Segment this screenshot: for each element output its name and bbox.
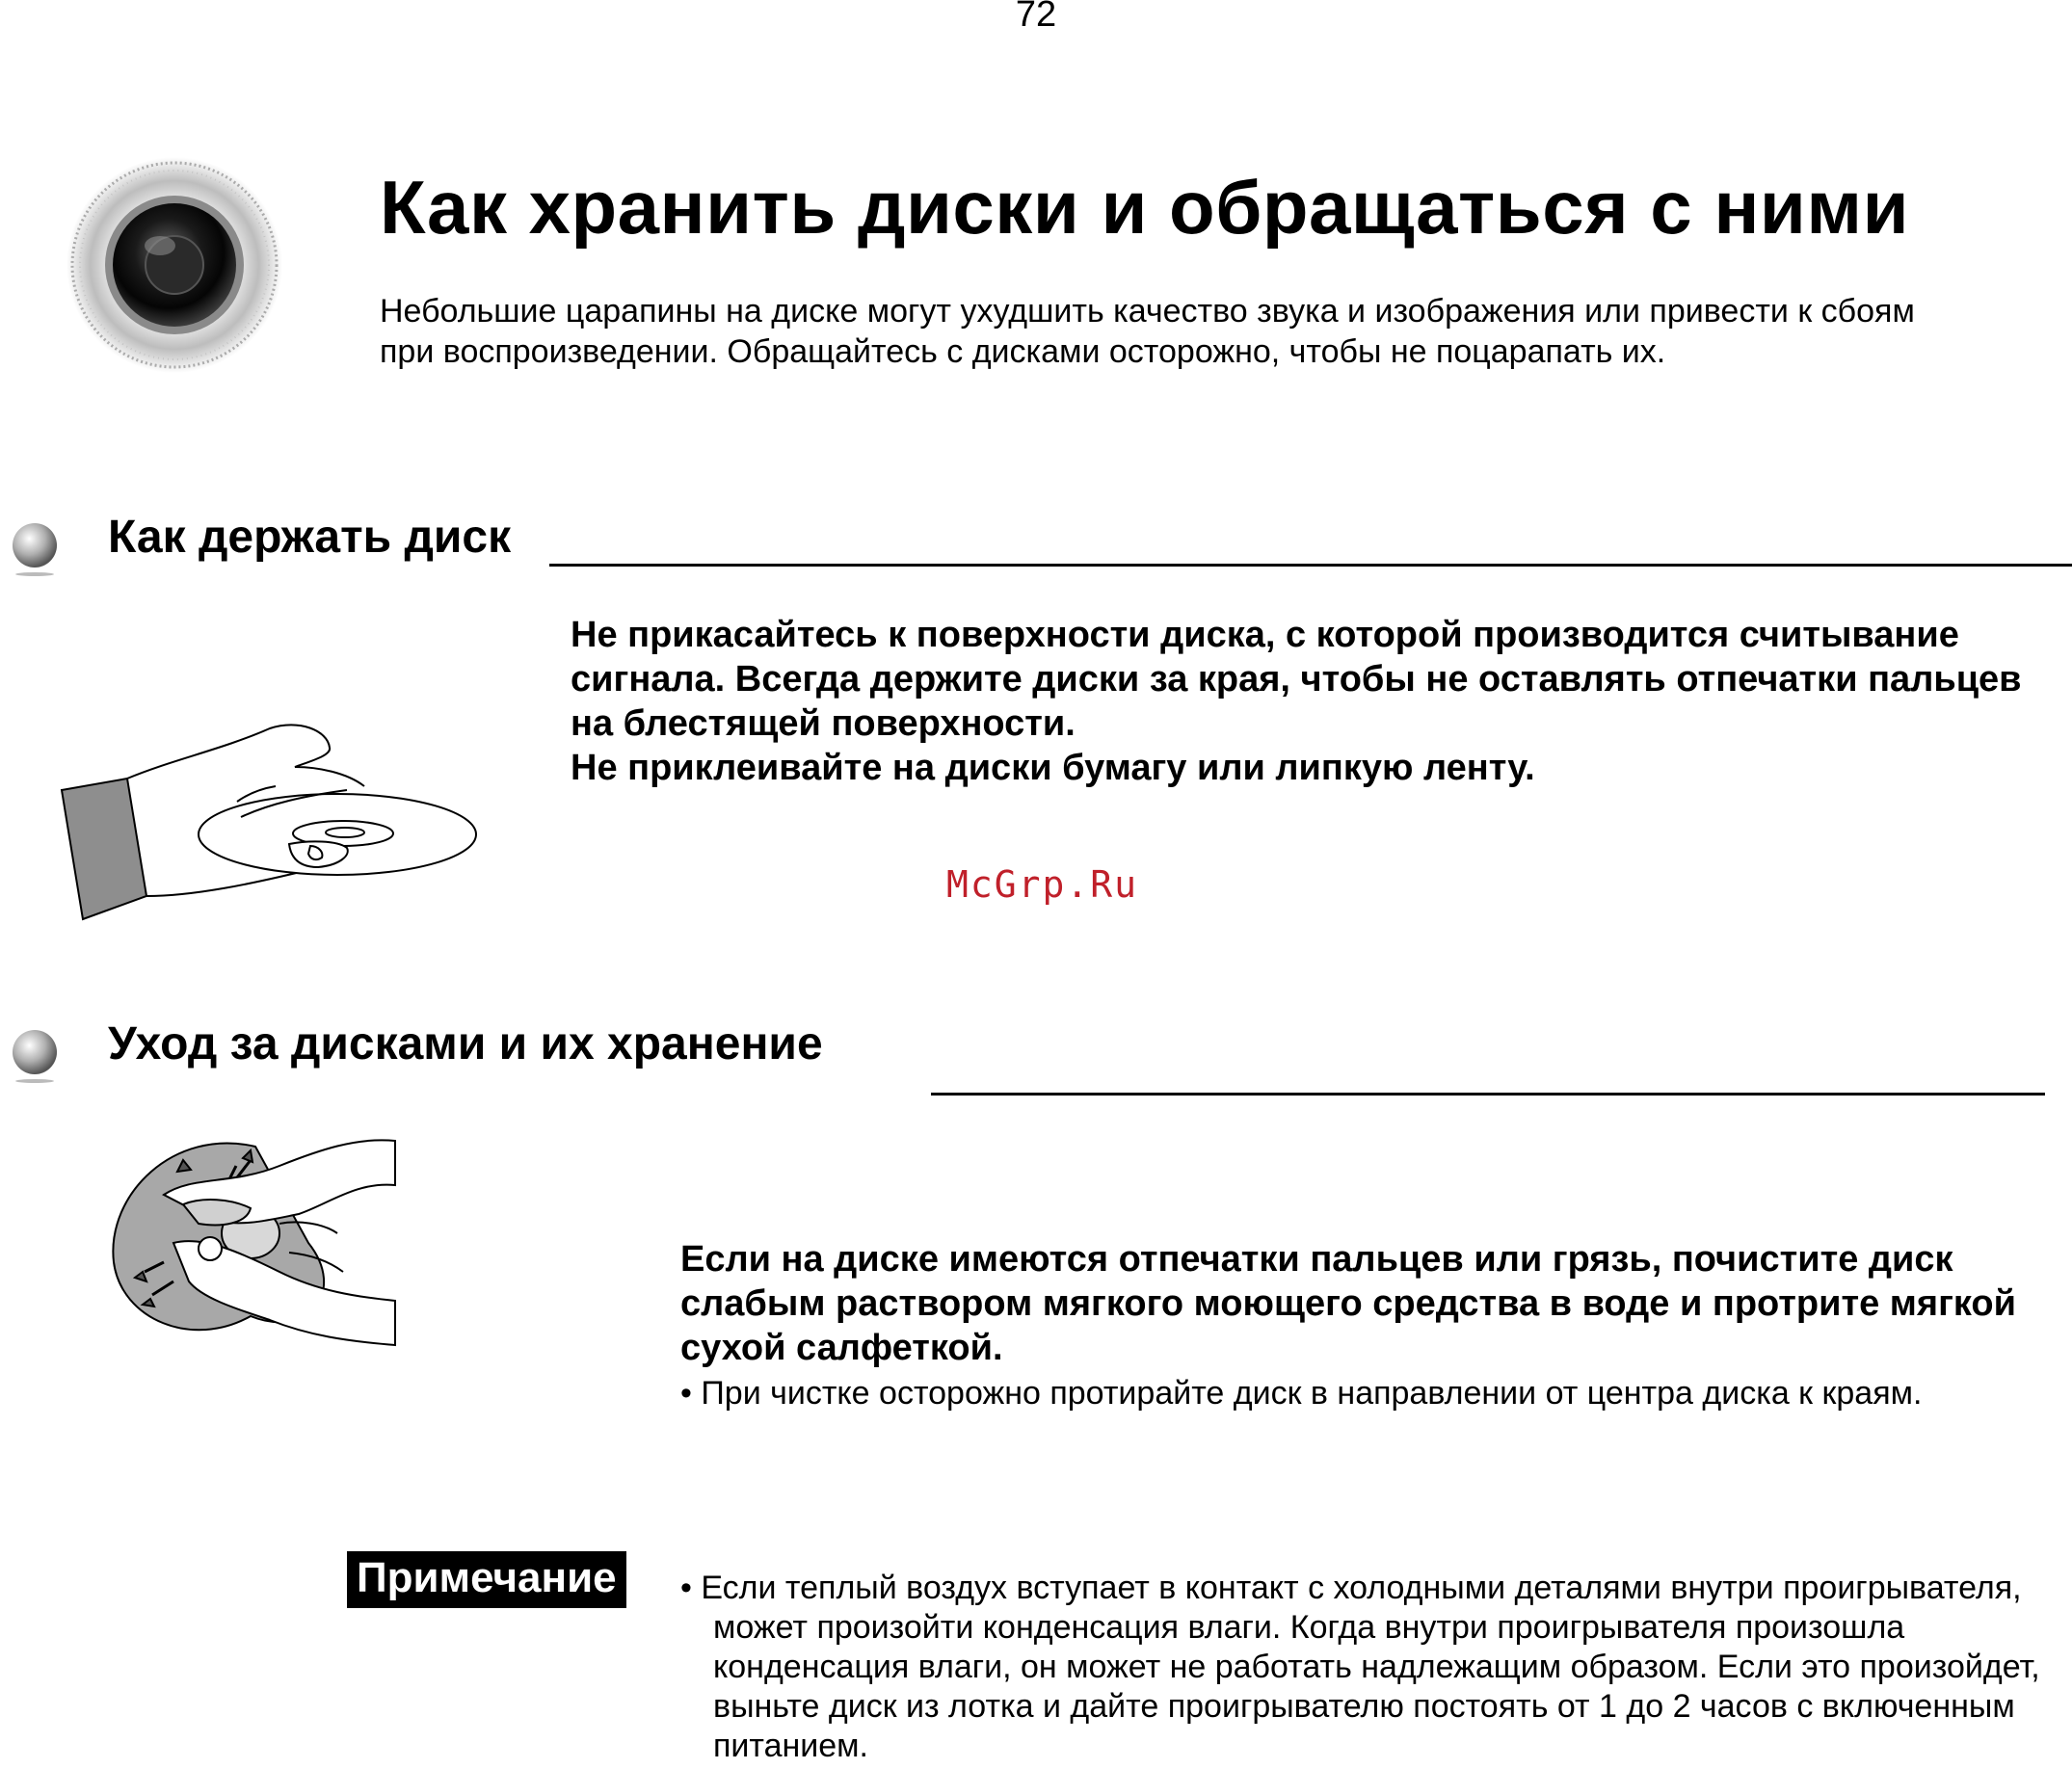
intro-paragraph: Небольшие царапины на диске могут ухудшить качество звука и изображения или привести к сбоям при воспроизведении. Обращайтесь с дисками осторожно, чтобы не поцарапать их. — [380, 293, 1915, 370]
disc-cleaning-illustration — [106, 1127, 405, 1378]
section-heading-handling: Как держать диск — [108, 512, 512, 563]
cleaning-bullet: • При чистке осторожно протирайте диск в направлении от центра диска к краям. — [680, 1375, 1923, 1412]
section-divider — [931, 1093, 2045, 1096]
page-number: 72 — [1015, 0, 1057, 35]
page-title: Как хранить диски и обращаться с ними — [380, 165, 1910, 250]
disc-speaker-graphic — [64, 154, 285, 376]
section-bullet-icon — [10, 1027, 60, 1085]
note-bullet: • Если теплый воздух вступает в контакт с холодными деталями внутри проигрывателя, может произойти конденсация влаги. Когда внутри проигрывателя произошла конденсация влаги, он может не работать надлежащим образом. Если это произойдет, выньте диск из лотка и дайте проигрывателю постоять от 1 до 2 часов с включенным питанием. — [680, 1570, 2040, 1764]
watermark-text: McGrp.Ru — [946, 863, 1139, 906]
no-sticker-instruction: Не приклеивайте на диски бумагу или липкую ленту. — [571, 748, 1535, 788]
cleaning-bullet-text: При чистке осторожно протирайте диск в направлении от центра диска к краям. — [701, 1375, 1923, 1412]
note-label: Примечание — [347, 1551, 626, 1608]
note-bullet-text: Если теплый воздух вступает в контакт с холодными деталями внутри проигрывателя, может произойти конденсация влаги. Когда внутри проигрывателя произошла конденсация влаги, он может не работать надлежащим образом. Если это произойдет, выньте диск из лотка и дайте проигрывателю постоять от 1 до 2 часов с включенным питанием. — [701, 1570, 2040, 1764]
cleaning-instructions: Если на диске имеются отпечатки пальцев или грязь, почистите диск слабым раствором мягкого моющего средства в воде и протрите мягкой сухой салфеткой. — [680, 1239, 2016, 1368]
section-heading-care-storage: Уход за дисками и их хранение — [108, 1018, 823, 1069]
section-bullet-icon — [10, 520, 60, 578]
handling-instructions: Не прикасайтесь к поверхности диска, с которой производится считывание сигнала. Всегда держите диски за края, чтобы не оставлять отпечатки пальцев на блестящей поверхности. — [571, 615, 2022, 744]
section-divider — [549, 564, 2072, 567]
hand-holding-disc-illustration — [58, 721, 482, 923]
